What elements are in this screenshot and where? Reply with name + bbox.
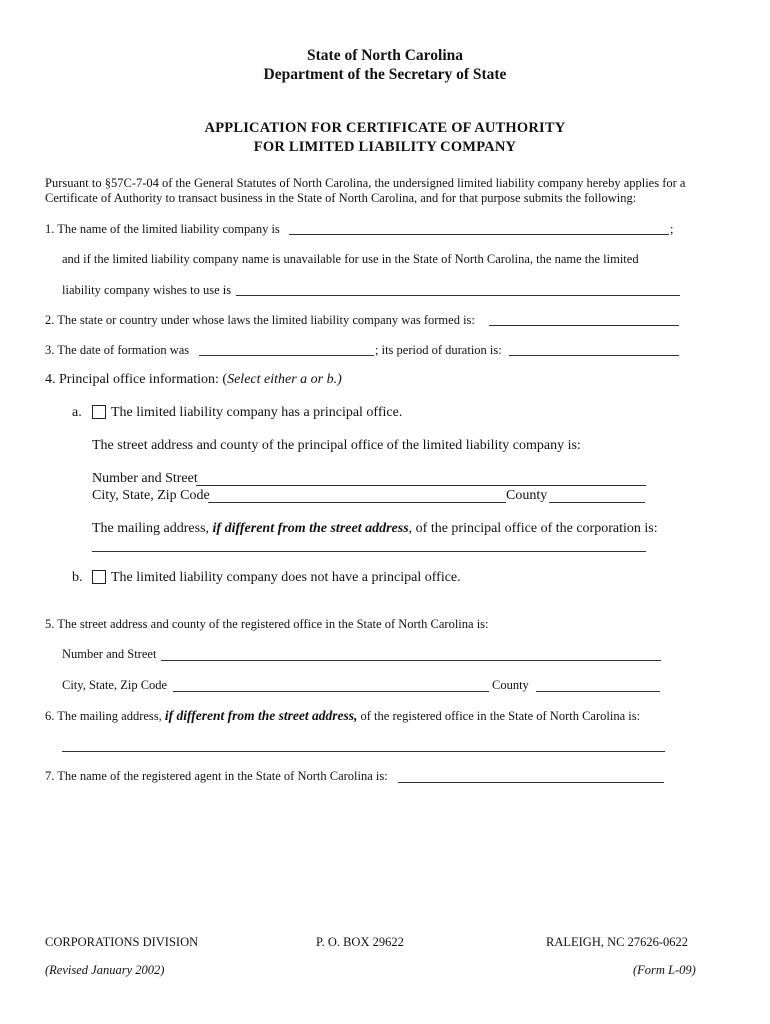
item7-label: 7. The name of the registered agent in the State of North Carolina is: — [45, 769, 388, 783]
registered-number-street-label: Number and Street — [62, 647, 157, 661]
registered-county-field[interactable] — [536, 691, 660, 692]
principal-city-field[interactable] — [208, 502, 506, 503]
principal-city-label: City, State, Zip Code — [92, 488, 210, 503]
state-heading: State of North Carolina — [307, 47, 463, 64]
option-b-text: The limited liability company does not have a principal office. — [111, 570, 461, 585]
option-a-letter: a. — [72, 405, 82, 420]
option-b-checkbox[interactable] — [92, 570, 106, 584]
item1-label: 1. The name of the limited liability company is — [45, 222, 280, 236]
registered-city-field[interactable] — [173, 691, 489, 692]
principal-county-label: County — [506, 488, 548, 503]
form-title-line1: APPLICATION FOR CERTIFICATE OF AUTHORITY — [204, 120, 566, 136]
option-b-letter: b. — [72, 570, 83, 585]
item3-label: 3. The date of formation was — [45, 343, 190, 357]
registered-mailing-field[interactable] — [62, 751, 665, 752]
footer-revised: (Revised January 2002) — [45, 963, 165, 977]
form-title-line2: FOR LIMITED LIABILITY COMPANY — [253, 139, 517, 155]
option-a-checkbox[interactable] — [92, 405, 106, 419]
footer-city: RALEIGH, NC 27626-0622 — [546, 935, 689, 949]
option-a-text: The limited liability company has a principal office. — [111, 405, 403, 420]
footer-form-number: (Form L-09) — [633, 963, 696, 977]
alternate-name-field[interactable] — [236, 295, 680, 296]
principal-number-street-field[interactable] — [196, 485, 646, 486]
duration-field[interactable] — [509, 355, 679, 356]
intro-line1: Pursuant to §57C-7-04 of the General Statutes of North Carolina, the undersigned limited liability company hereby applies for a — [45, 176, 686, 190]
principal-mailing-field[interactable] — [92, 551, 646, 552]
item6-label: 6. The mailing address, if different from the street address, of the registered office in the State of North Carolina is: — [45, 708, 641, 723]
formation-state-field[interactable] — [489, 325, 679, 326]
principal-county-field[interactable] — [549, 502, 645, 503]
item2-label: 2. The state or country under whose laws the limited liability company was formed is: — [45, 313, 475, 327]
item1-alt-line1: and if the limited liability company name is unavailable for use in the State of North Carolina, the name the limited — [62, 252, 639, 266]
formation-date-field[interactable] — [199, 355, 374, 356]
principal-street-intro: The street address and county of the principal office of the limited liability company is: — [92, 438, 581, 453]
item3-duration-label: ; its period of duration is: — [375, 343, 502, 357]
registered-city-label: City, State, Zip Code — [62, 678, 168, 692]
item5-label: 5. The street address and county of the registered office in the State of North Carolina is: — [45, 617, 489, 631]
footer-po-box: P. O. BOX 29622 — [316, 935, 404, 949]
footer-division: CORPORATIONS DIVISION — [45, 935, 199, 949]
item4-label: 4. Principal office information: (Select either a or b.) — [45, 372, 342, 387]
registered-county-label: County — [492, 678, 529, 692]
item1-alt-line2: liability company wishes to use is — [62, 283, 232, 297]
registered-agent-field[interactable] — [398, 782, 664, 783]
principal-number-street-label: Number and Street — [92, 471, 198, 486]
llc-name-field[interactable] — [289, 234, 669, 235]
registered-number-street-field[interactable] — [161, 660, 661, 661]
department-heading: Department of the Secretary of State — [263, 66, 507, 83]
principal-mailing-label: The mailing address, if different from the street address, of the principal office of the corporation is: — [92, 521, 658, 536]
item1-semicolon: ; — [670, 222, 674, 236]
intro-line2: Certificate of Authority to transact business in the State of North Carolina, and for that purpose submits the following: — [45, 191, 637, 205]
